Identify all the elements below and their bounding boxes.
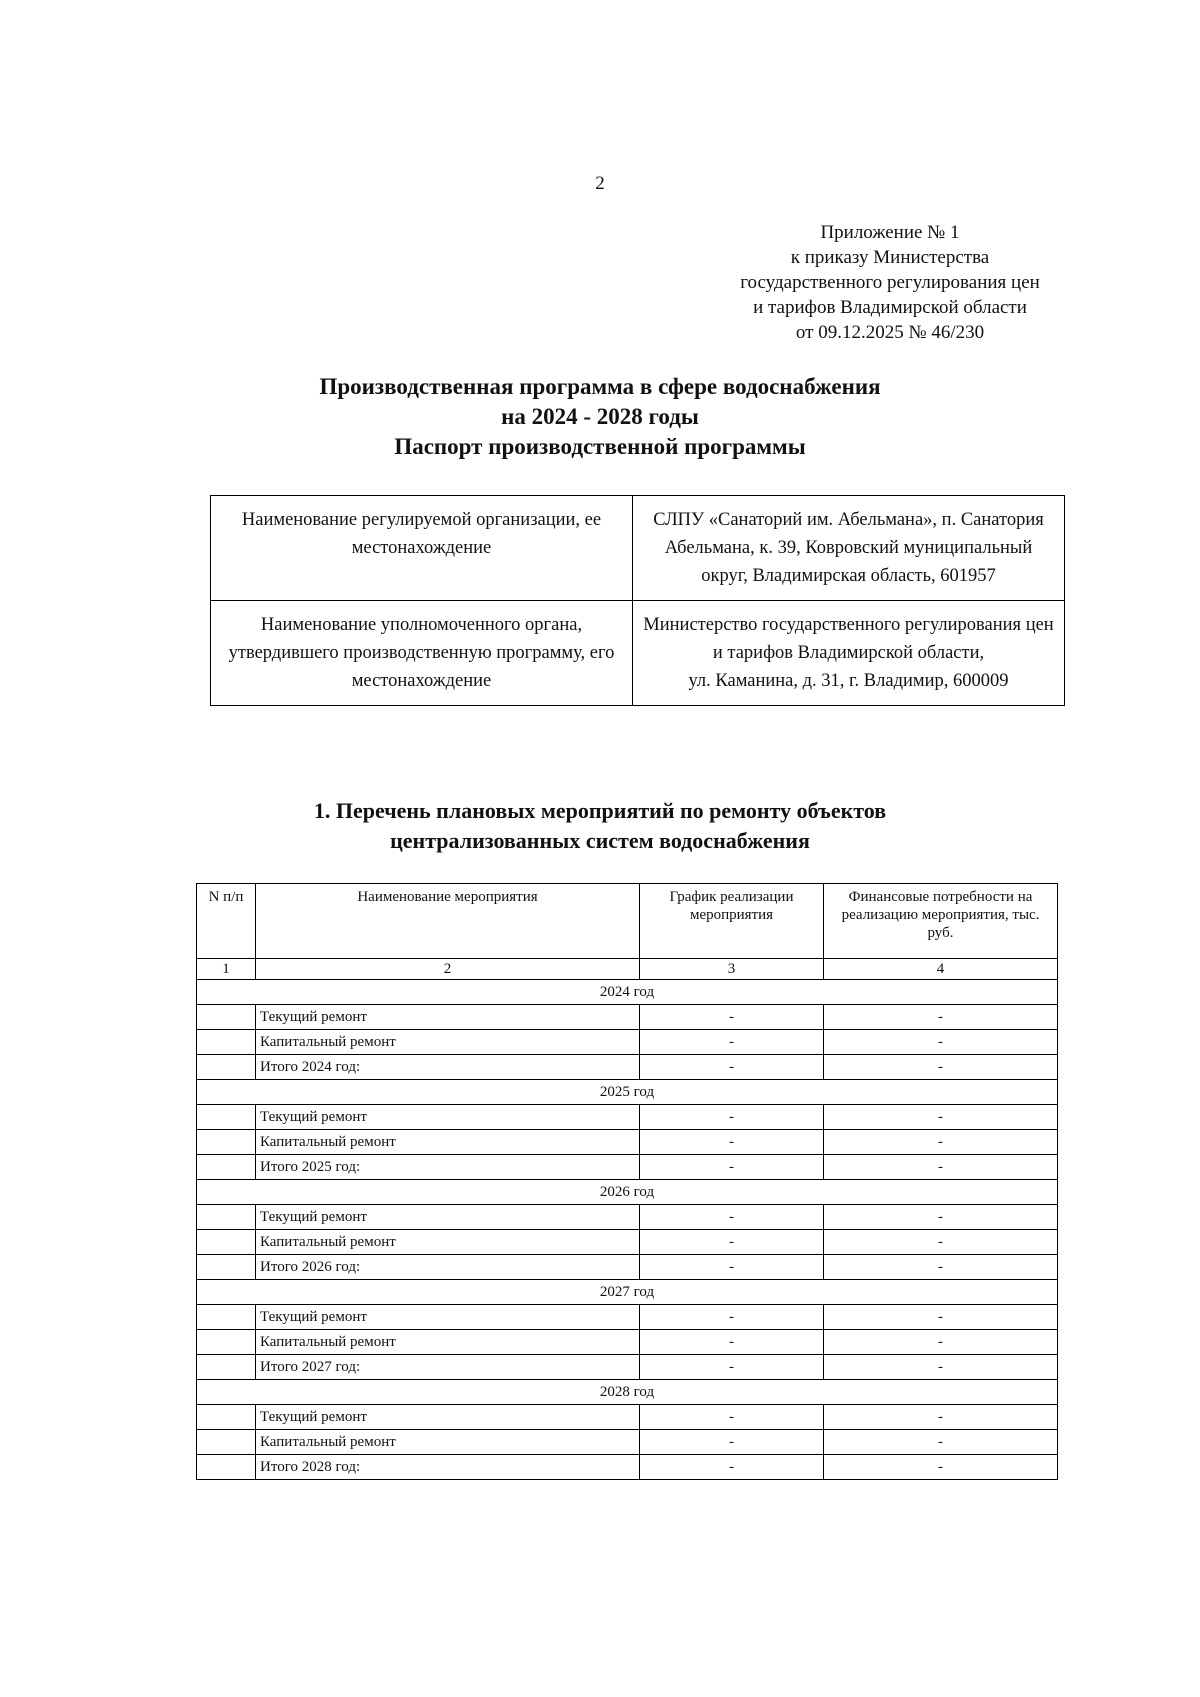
table-row [197,1430,1058,1455]
year-row [197,1380,1058,1405]
schedule-value: - [640,1230,824,1255]
finance-value: - [824,1305,1058,1330]
passport-value: СЛПУ «Санаторий им. Абельмана», п. Санатория Абельмана, к. 39, Ковровский муниципальный округ, Владимирская область, 601957 [633,496,1065,601]
document-title [0,372,1200,462]
finance-value: - [824,1455,1058,1480]
table-header-row [197,884,1058,959]
appendix-line: и тарифов Владимирской области [753,297,1027,318]
finance-value: - [824,1005,1058,1030]
activity-name: Капитальный ремонт [256,1330,640,1355]
schedule-value: - [640,1030,824,1055]
row-number-cell [197,1130,256,1155]
row-number-cell [197,1155,256,1180]
table-row [197,1230,1058,1255]
schedule-value: - [640,1205,824,1230]
passport-value-line: Министерство государственного регулирования цен и тарифов Владимирской области, [643,615,1054,663]
appendix-line: Приложение № 1 [820,222,960,243]
year-row [197,1080,1058,1105]
year-row [197,1180,1058,1205]
schedule-value: - [640,1005,824,1030]
column-number: 3 [640,959,824,980]
activity-name: Итого 2028 год: [256,1455,640,1480]
activity-name: Итого 2025 год: [256,1155,640,1180]
year-label: 2026 год [197,1180,1058,1205]
table-row [197,1255,1058,1280]
header-finance: Финансовые потребности на реализацию мероприятия, тыс. руб. [824,884,1058,959]
table-row [197,1330,1058,1355]
year-label: 2028 год [197,1380,1058,1405]
finance-value: - [824,1230,1058,1255]
column-number: 4 [824,959,1058,980]
header-schedule: График реализации мероприятия [640,884,824,959]
finance-value: - [824,1205,1058,1230]
row-number-cell [197,1455,256,1480]
schedule-value: - [640,1330,824,1355]
column-number: 2 [256,959,640,980]
year-row [197,980,1058,1005]
row-number-cell [197,1030,256,1055]
activity-name: Итого 2027 год: [256,1355,640,1380]
activity-name: Текущий ремонт [256,1305,640,1330]
schedule-value: - [640,1130,824,1155]
finance-value: - [824,1355,1058,1380]
column-number: 1 [197,959,256,980]
plan-table [196,883,1058,1480]
table-row [197,1105,1058,1130]
table-row [197,1405,1058,1430]
finance-value: - [824,1130,1058,1155]
schedule-value: - [640,1405,824,1430]
activity-name: Капитальный ремонт [256,1430,640,1455]
table-row [197,1205,1058,1230]
row-number-cell [197,1230,256,1255]
header-num: N п/п [197,884,256,959]
table-row [197,1130,1058,1155]
finance-value: - [824,1430,1058,1455]
activity-name: Текущий ремонт [256,1205,640,1230]
row-number-cell [197,1105,256,1130]
table-row [197,1030,1058,1055]
schedule-value: - [640,1055,824,1080]
activity-name: Капитальный ремонт [256,1030,640,1055]
activity-name: Текущий ремонт [256,1105,640,1130]
table-row [197,1005,1058,1030]
appendix-line: от 09.12.2025 № 46/230 [795,322,985,343]
row-number-cell [197,1255,256,1280]
header-name: Наименование мероприятия [256,884,640,959]
schedule-value: - [640,1455,824,1480]
activity-name: Итого 2024 год: [256,1055,640,1080]
section-title-line: 1. Перечень плановых мероприятий по ремонту объектов [313,798,887,823]
row-number-cell [197,1330,256,1355]
table-row [197,1055,1058,1080]
activity-name: Капитальный ремонт [256,1130,640,1155]
row-number-cell [197,1405,256,1430]
schedule-value: - [640,1355,824,1380]
passport-table [210,495,1065,706]
passport-row [211,496,1065,601]
row-number-cell [197,1430,256,1455]
passport-label: Наименование регулируемой организации, ее местонахождение [211,496,633,601]
activity-name: Итого 2026 год: [256,1255,640,1280]
schedule-value: - [640,1430,824,1455]
year-row [197,1280,1058,1305]
finance-value: - [824,1405,1058,1430]
schedule-value: - [640,1255,824,1280]
finance-value: - [824,1330,1058,1355]
year-label: 2024 год [197,980,1058,1005]
row-number-cell [197,1305,256,1330]
title-line: Производственная программа в сфере водоснабжения [319,374,881,399]
schedule-value: - [640,1105,824,1130]
appendix-block [700,220,1080,345]
page-number: 2 [595,173,605,194]
table-row [197,1155,1058,1180]
appendix-line: к приказу Министерства [790,247,990,268]
finance-value: - [824,1155,1058,1180]
section-title [0,796,1200,856]
column-number-row [197,959,1058,980]
row-number-cell [197,1055,256,1080]
appendix-line: государственного регулирования цен [740,272,1040,293]
activity-name: Текущий ремонт [256,1005,640,1030]
passport-label: Наименование уполномоченного органа, утвердившего производственную программу, его местонахождение [211,601,633,706]
table-row [197,1355,1058,1380]
finance-value: - [824,1105,1058,1130]
title-line: Паспорт производственной программы [394,434,806,459]
row-number-cell [197,1205,256,1230]
table-row [197,1305,1058,1330]
passport-row [211,601,1065,706]
year-label: 2025 год [197,1080,1058,1105]
finance-value: - [824,1055,1058,1080]
table-row [197,1455,1058,1480]
row-number-cell [197,1005,256,1030]
activity-name: Текущий ремонт [256,1405,640,1430]
schedule-value: - [640,1155,824,1180]
activity-name: Капитальный ремонт [256,1230,640,1255]
year-label: 2027 год [197,1280,1058,1305]
section-title-line: централизованных систем водоснабжения [390,828,810,853]
finance-value: - [824,1255,1058,1280]
row-number-cell [197,1355,256,1380]
schedule-value: - [640,1305,824,1330]
passport-value-line: ул. Каманина, д. 31, г. Владимир, 600009 [688,671,1009,691]
passport-value [633,601,1065,706]
finance-value: - [824,1030,1058,1055]
title-line: на 2024 - 2028 годы [501,404,699,429]
